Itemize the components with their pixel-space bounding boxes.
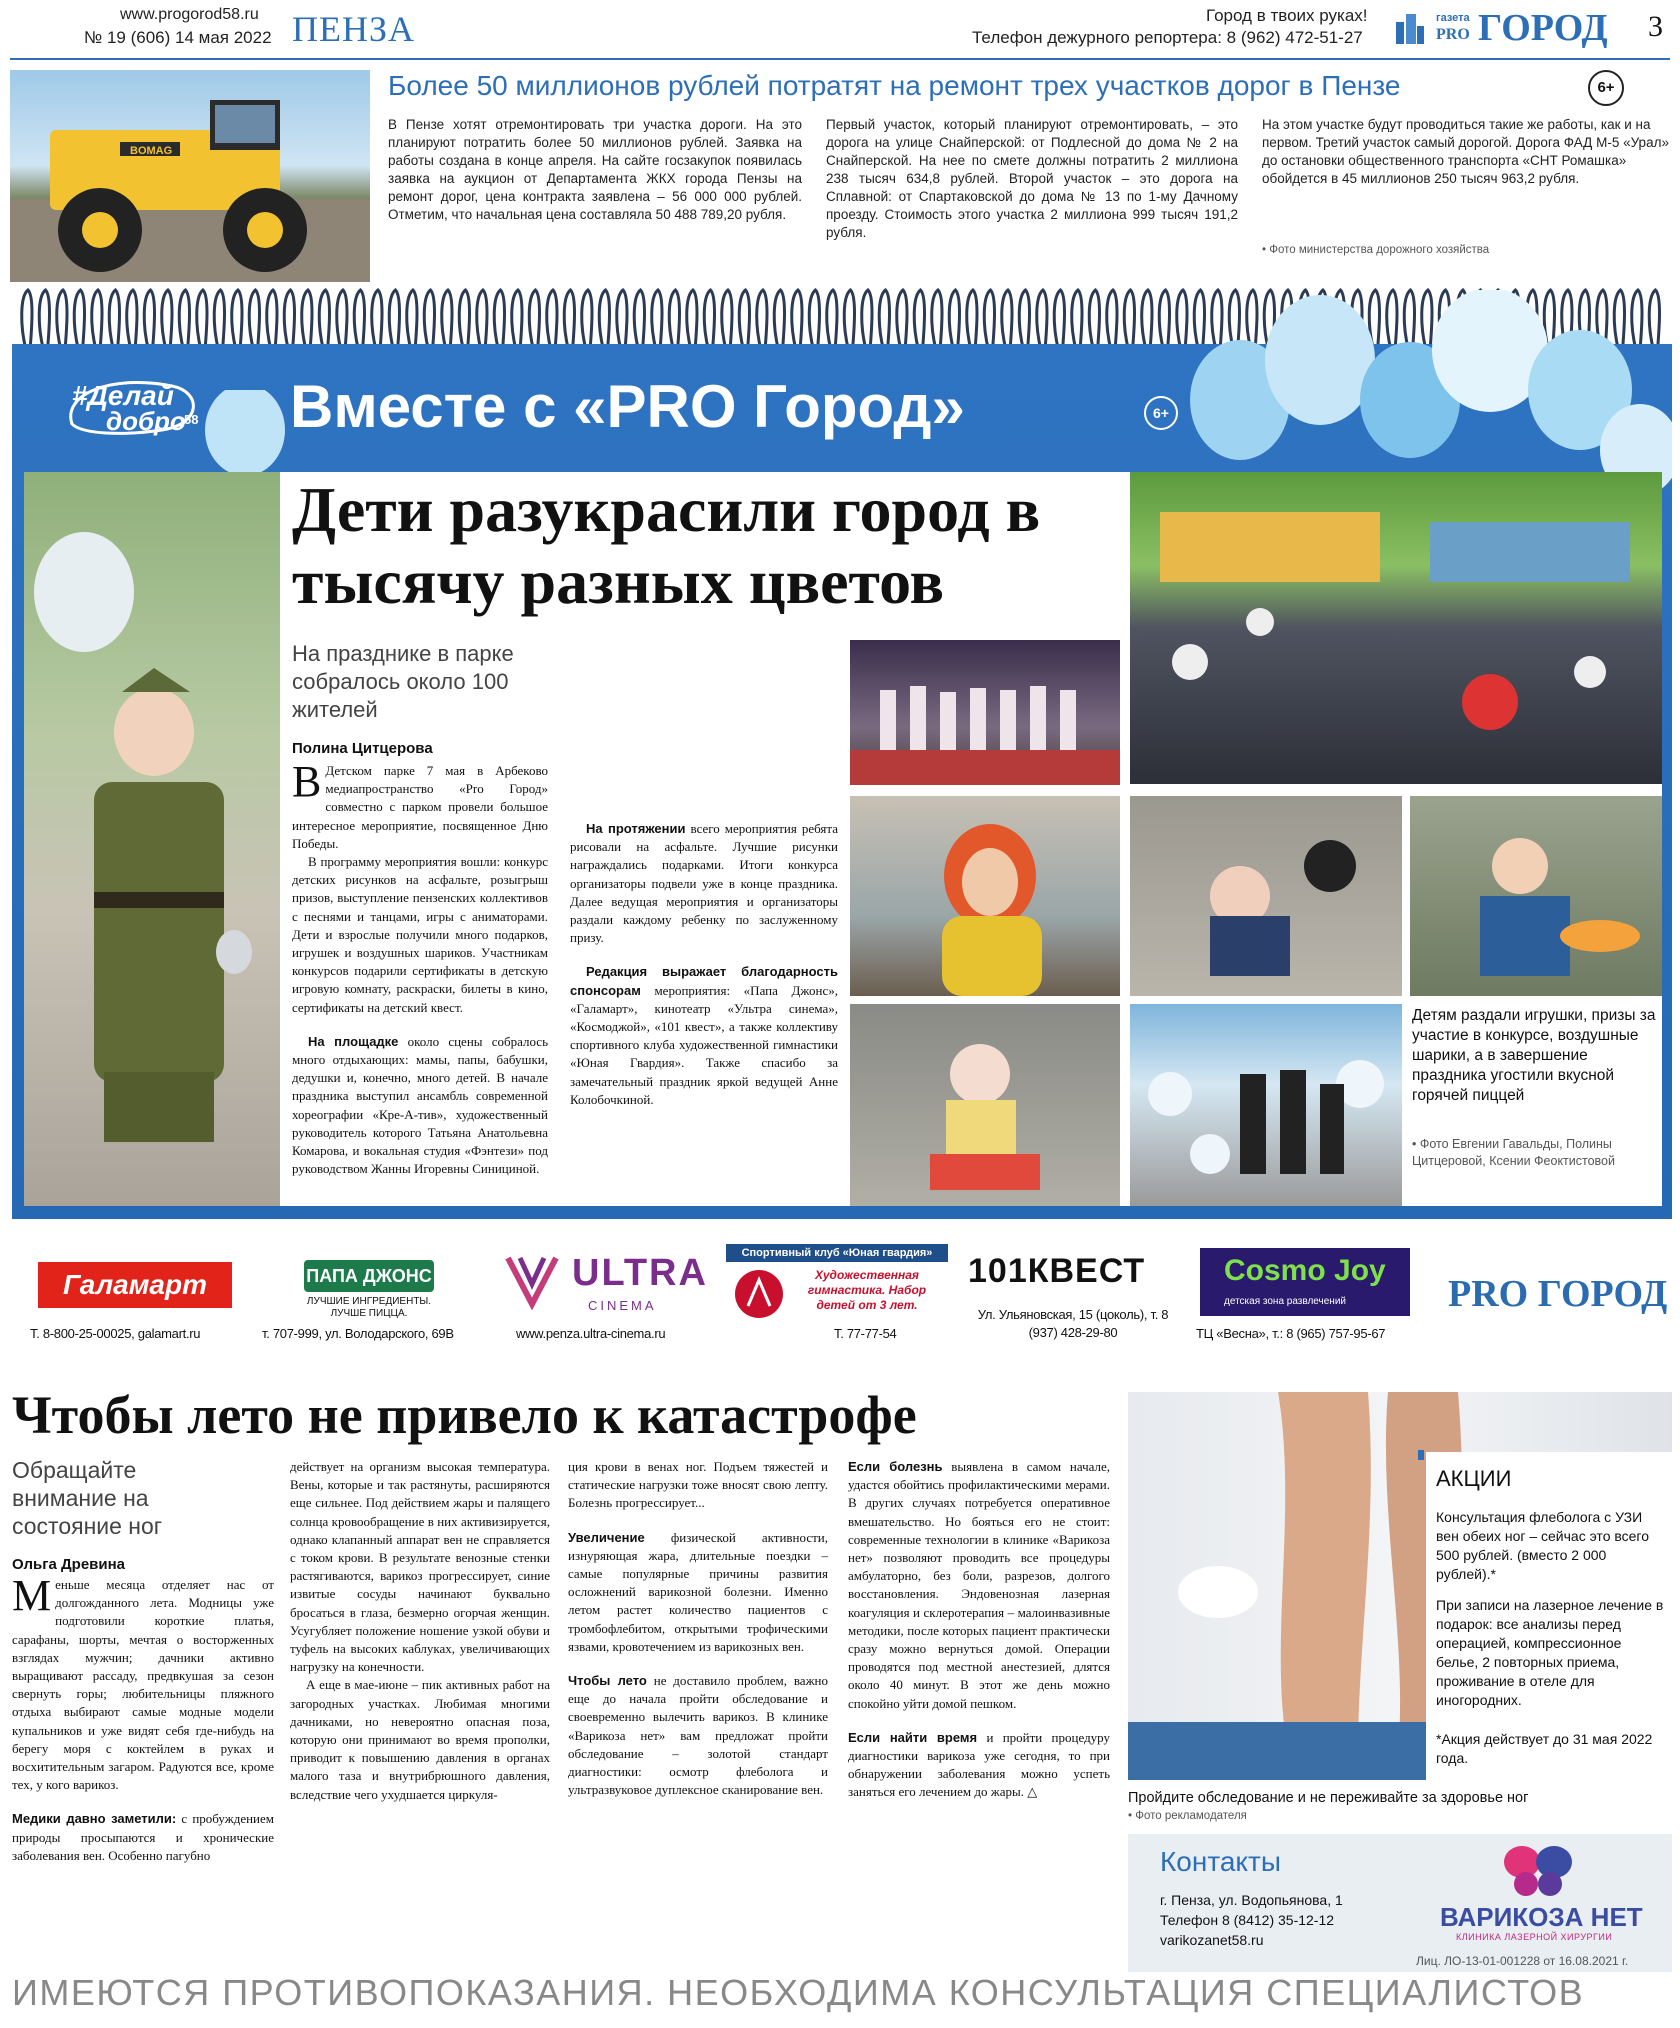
article2-dropcap: М: [12, 1571, 52, 1620]
feature-col1-p1: Детском парке 7 мая в Арбеково медиапространство «Pro Город» совместно с парком провели большое интересное мероприятие, посвященное Дню Победы.: [292, 763, 548, 851]
spiral-ring: [1002, 290, 1012, 350]
spiral-ring: [39, 290, 49, 350]
article2-c4-p1-lead: Если болезнь: [848, 1459, 943, 1474]
article2-c4-p2-lead: Если найти время: [848, 1729, 978, 1745]
article2-c4-p1: выявлена в самом начале, удастся обойтись профилактическими мерами. В других случаях потребуется оперативное вмешательство. Но бояться его не стоит: современные технологии в клинике «Варикоза нет» позволяют проводить все процедуры амбулаторно, без боли, разрезов, долгого восстановления. Эндовенозная лазерная коагуляция и склеротерапия – малоинвазивные методики, после которых пациент практически сразу можно вернуться домой. Операции проводятся под местной анестезией, длятся около 40 минут. В этот же день можно спокойно уйти домой пешком.: [848, 1459, 1110, 1711]
feature-col2-p1-lead: На протяжении: [586, 821, 686, 836]
logo-main: ГОРОД: [1478, 7, 1608, 49]
top-news-title[interactable]: Более 50 миллионов рублей потратят на ремонт трех участков дорог в Пензе: [388, 70, 1401, 101]
article2-c1-p1: еньше месяца отделяет нас от долгожданного лета. Модницы уже подготовили короткие платья, сарафаны, шорты, мечтая о восторженных взглядах мужчин; дачники активно выращивают рассаду, предвкушая за сезон свернуть горы; любительницы пляжного отдыха выбирают самые модные модели купальников и уже видят себя где-нибудь на берегу моря с коктейлем в руках и восхитительным загаром. Радуются все, кроме тех, у кого варикоз.: [12, 1577, 274, 1793]
article2-c3-p2-lead: Увеличение: [568, 1529, 645, 1545]
top-news-col1: В Пензе хотят отремонтировать три участка дороги. На это планируют потратить более 50 миллионов рублей. Заявка на работы создана в конце апреля. На сайте госзакупок появилась заявка на аукцион от Департамента ЖКХ города Пензы на ремонт дорог, цена контракта заявлена – 56 000 000 рублей. Отметим, что начальная цена составляла 50 488 789,20 рубля.: [388, 117, 802, 222]
dancers-photo: [850, 640, 1120, 785]
girl-photo: [24, 472, 280, 1206]
promo-text-2: При записи на лазерное лечение в подарок: все анализы перед операцией, компрессионное белье, 2 повторных приема, проживание в отеле для иногородних.: [1436, 1597, 1664, 1708]
feature-photo-caption: Детям раздали игрушки, призы за участие в конкурсе, воздушные шарики, а в завершение праздника угостили вкусной горячей пиццей: [1412, 1007, 1656, 1104]
sponsors-row: [24, 1244, 1668, 1354]
spiral-ring: [267, 290, 277, 350]
group-photo: [1130, 1004, 1402, 1206]
sponsor-cosmojoy-info: ТЦ «Весна», т.: 8 (965) 757-95-67: [1196, 1326, 1386, 1341]
spiral-ring: [827, 290, 837, 350]
issue-number: № 19 (606) 14 мая 2022: [84, 28, 272, 47]
logo-pro: PRO: [1436, 26, 1470, 43]
spiral-ring: [337, 290, 347, 350]
spiral-ring: [319, 290, 329, 350]
spiral-ring: [232, 290, 242, 350]
feature-author: Полина Цитцерова: [292, 740, 433, 757]
badge-main: добро: [106, 406, 186, 436]
page-number: 3: [1648, 10, 1663, 43]
spiral-ring: [284, 290, 294, 350]
spiral-ring: [57, 290, 67, 350]
spiral-ring: [197, 290, 207, 350]
sponsor-gvardiya-sub: Художественная гимнастика. Набор детей от 3 лет.: [807, 1268, 927, 1312]
article2-c3-p3: не доставило проблем, важно еще до начала пройти обследование и своевременно вылечить варикоз. В клинике «Варикоза нет» вам предложат пройти обследование – золотой стандарт диагностики: осмотр флеболога и ультразвуковое дуплексное сканирование вен.: [568, 1673, 829, 1798]
top-news-photo-credit: • Фото министерства дорожного хозяйства: [1262, 244, 1490, 256]
sponsor-ultra-info: www.penza.ultra-cinema.ru: [516, 1326, 666, 1341]
sponsor-progorod-logo: PRO ГОРОД: [1448, 1273, 1668, 1315]
spiral-ring: [109, 290, 119, 350]
spiral-ring: [844, 290, 854, 350]
sponsor-101kvest-info: Ул. Ульяновская, 15 (цоколь), т. 8 (937) 428-29-80: [977, 1307, 1169, 1340]
contacts-site[interactable]: varikozanet58.ru: [1160, 1932, 1264, 1948]
road-machine-illustration: [10, 70, 370, 282]
spiral-ring: [424, 290, 434, 350]
spiral-ring: [757, 290, 767, 350]
feature-subhead: На празднике в парке собралось около 100 жителей: [292, 641, 514, 722]
clinic-name: ВАРИКОЗА НЕТ: [1440, 1902, 1643, 1932]
spiral-ring: [967, 290, 977, 350]
sponsor-galamart-info: Т. 8-800-25-00025, galamart.ru: [30, 1326, 201, 1341]
header-logo[interactable]: [1392, 6, 1642, 52]
crowd-photo: [1130, 472, 1662, 784]
sponsor-101kvest-logo: 101КВЕСТ: [968, 1252, 1146, 1290]
pizza-illustration: [1410, 796, 1662, 996]
butterfly-logo-icon: [1498, 1840, 1578, 1900]
spiral-ring: [407, 290, 417, 350]
pizza-photo: [1410, 796, 1662, 996]
spiral-ring: [687, 290, 697, 350]
article2-col1: [12, 1571, 274, 1865]
spiral-ring: [214, 290, 224, 350]
spiral-ring: [1142, 290, 1152, 350]
sponsor-gvardiya[interactable]: [726, 1244, 948, 1350]
crowd-illustration: [1130, 472, 1662, 784]
road-machine-photo: [10, 70, 370, 282]
sponsor-papajohns-sub: ЛУЧШИЕ ИНГРЕДИЕНТЫ. ЛУЧШЕ ПИЦЦА.: [306, 1296, 432, 1319]
sponsor-ultra[interactable]: [492, 1244, 714, 1350]
sponsor-galamart[interactable]: [24, 1244, 246, 1350]
spiral-ring: [442, 290, 452, 350]
article2-c4-p2: и пройти процедуру диагностики варикоза уже сегодня, то при обнаружении заболевания можно успеть заняться его лечением до жары.: [848, 1729, 1111, 1800]
spiral-ring: [897, 290, 907, 350]
sponsor-cosmojoy-logo: Cosmo Joy: [1224, 1254, 1386, 1287]
legs-photo-credit: • Фото рекламодателя: [1128, 1810, 1247, 1822]
header-rule: [10, 58, 1670, 60]
spiral-ring: [739, 290, 749, 350]
girl-illustration: [24, 472, 280, 1206]
promo-marker: [1418, 1450, 1424, 1460]
drawing-photo-1: [1130, 796, 1402, 996]
spiral-ring: [862, 290, 872, 350]
license: Лиц. ЛО-13-01-001228 от 16.08.2021 г.: [1416, 1954, 1629, 1968]
article2-c2-p2: А еще в мае-июне – пик активных работ на загородных участках. Любимая многими дачниками, но невероятно опасная поза, которую они принимают во время прополки, приводит к повышению давления в органах малого таза и внутрибрюшного давления, вследствие чего ухудшается циркуля-: [290, 1677, 550, 1802]
promo-text-1: Консультация флеболога с УЗИ вен обеих ног – сейчас это всего 500 рублей. (вместо 2 000 рублей).*: [1436, 1509, 1650, 1582]
host-photo: [850, 796, 1120, 996]
spiral-ring: [547, 290, 557, 350]
spiral-ring: [582, 290, 592, 350]
spiral-ring: [1037, 290, 1047, 350]
article2-headline: Чтобы лето не привело к катастрофе: [12, 1385, 917, 1445]
feature-col2-p1: всего мероприятия ребята рисовали на асфальте. Лучшие рисунки награждались подарками. Итоги конкурса организаторы подвели уже в конце праздника. Далее ведущая мероприятия и организаторы раздали каждому ребенку по заслуженному призу.: [570, 821, 838, 946]
article2-c3-p3-lead: Чтобы лето: [568, 1673, 647, 1689]
sponsor-progorod[interactable]: [1428, 1244, 1668, 1350]
article2-author: Ольга Древина: [12, 1556, 126, 1573]
spiral-ring: [92, 290, 102, 350]
feature-col1-p3: около сцены собралось много отдыхающих: мамы, папы, бабушки, дедушки и, конечно, много детей. В начале праздника выступил ансамбль современной хореографии «Кре-А-тив», художественный руководитель которого Татьяна Анатольевна Комарова, и вокальная студия «Фэнтези» под руководством Жанны Игоревны Синициной.: [292, 1033, 548, 1177]
spiral-ring: [634, 290, 644, 350]
drawing-illustration-1: [1130, 796, 1402, 996]
spiral-ring: [774, 290, 784, 350]
feature-photo-credit: • Фото Евгении Гавальды, Полины Цитцеровой, Ксении Феоктистовой: [1412, 1137, 1615, 1168]
feature-col1: [292, 757, 548, 1178]
spiral-ring: [179, 290, 189, 350]
sponsor-ultra-logo: ULTRA: [572, 1252, 708, 1294]
gymnast-icon: [732, 1266, 786, 1322]
article2-c1-p2: с пробуждением природы просыпаются и хронические заболевания вен. Особенно пагубно: [12, 1811, 274, 1863]
sponsor-gvardiya-name: Спортивный клуб «Юная гвардия»: [726, 1244, 948, 1262]
spiral-ring: [249, 290, 259, 350]
spiral-ring: [302, 290, 312, 350]
spiral-ring: [354, 290, 364, 350]
balloons-decoration: [1160, 290, 1672, 490]
sponsors-title-text: Спонсоры проекта:: [45, 1220, 211, 1239]
article2-col2: [290, 1458, 550, 1804]
feature-col2-p2-lead: Редакция выражает благодарность спонсорам: [570, 964, 838, 998]
sponsor-papajohns[interactable]: [258, 1244, 480, 1350]
dancers-illustration: [850, 640, 1120, 785]
city-icon: [1392, 8, 1426, 48]
site-url[interactable]: www.progorod58.ru: [120, 6, 259, 23]
spiral-ring: [389, 290, 399, 350]
sponsor-101kvest[interactable]: [960, 1244, 1182, 1350]
article2-c3-p2: физической активности, изнуряющая жара, длительные поездки – самые популярные причины развития осложнений варикозной болезни. Именно летом растет количество пациентов с тромбофлебитом, открытыми трофическими язвами, кровотечением из варикозных вен.: [568, 1529, 828, 1654]
sponsors-title: [28, 1220, 211, 1240]
machine-brand: BOMAG: [130, 145, 173, 157]
spiral-ring: [617, 290, 627, 350]
sponsor-galamart-logo: Галамарт: [38, 1262, 232, 1308]
article2-col4: [848, 1458, 1110, 1802]
feature-dropcap: В: [292, 757, 322, 806]
spiral-ring: [494, 290, 504, 350]
contacts-phone[interactable]: Телефон 8 (8412) 35-12-12: [1160, 1912, 1335, 1928]
spiral-ring: [932, 290, 942, 350]
spiral-ring: [809, 290, 819, 350]
header-slogan: Город в твоих руках!: [1206, 6, 1368, 25]
spiral-ring: [127, 290, 137, 350]
sponsor-papajohns-info: т. 707-999, ул. Володарского, 69В: [262, 1326, 454, 1341]
feature-col2: [570, 804, 838, 1109]
feature-col1-p2: В программу мероприятия вошли: конкурс детских рисунков на асфальте, розыгрыш призов, выступление пензенских коллективов с песнями и танцами, игры с аниматорами. Дети и взрослые получили много подарков, игрушек и воздушных шариков. Участникам конкурсов подарили сертификаты в детскую игровую комнату, раскраски, билеты в кино, сертификаты на детский квест.: [292, 854, 548, 1015]
dobro-badge[interactable]: [52, 374, 212, 438]
contacts-title: Контакты: [1160, 1846, 1281, 1877]
spiral-ring: [792, 290, 802, 350]
sponsor-papajohns-logo: ПАПА ДЖОНС: [304, 1260, 434, 1292]
promo-note: *Акция действует до 31 мая 2022 года.: [1436, 1731, 1653, 1766]
masthead: [0, 0, 1680, 62]
spiral-ring: [372, 290, 382, 350]
disclaimer-footer: ИМЕЮТСЯ ПРОТИВОПОКАЗАНИЯ. НЕОБХОДИМА КОНСУЛЬТАЦИЯ СПЕЦИАЛИСТОВ: [12, 1972, 1585, 2013]
sponsor-ultra-sub: CINEMA: [588, 1298, 657, 1313]
article2-subhead: Обращайте внимание на состояние ног: [12, 1457, 163, 1539]
spiral-ring: [914, 290, 924, 350]
spiral-ring: [669, 290, 679, 350]
toddler-illustration: [850, 1004, 1120, 1206]
group-illustration: [1130, 1004, 1402, 1206]
spiral-ring: [949, 290, 959, 350]
feature-banner-age: 6+: [1144, 396, 1178, 430]
spiral-ring: [564, 290, 574, 350]
top-news-col2: Первый участок, который планируют отремонтировать, – это дорога на улице Снайперской: от Подлесной до дома № 2 на Снайперской. На нее по смете должны потратить 2 миллиона 238 тысяч 634,8 рублей. Второй участок – это дорога на Сплавной: от Спартаковской до дома № 13 по 1-му Дачному проезду. Стоимость этого участка 2 миллиона 999 тысяч 191,2 рубля.: [826, 117, 1238, 240]
spiral-ring: [599, 290, 609, 350]
feature-col1-p3-lead: На площадке: [308, 1033, 399, 1049]
logo-small: газета: [1436, 12, 1470, 24]
article2-c2-p1: действует на организм высокая температура. Вены, которые и так растянуты, расширяются еще сильнее. Под действием жары и палящего солнца кровообращение в них активизируется, однако клапанный аппарат вен не справляется с током крови. В результате венозные стенки растягиваются, варикоз прогрессирует, синие извитые сосуды начинают буквально бросаться в глаза, безмерно огорчая женщин. Усугубляет положение ношение узкой обуви и туфель на высоких каблуках, увеличивающих нагрузку на конечности.: [290, 1459, 550, 1675]
spiral-ring: [1107, 290, 1117, 350]
badge-num: 58: [184, 412, 199, 427]
feature-headline: Дети разукрасили город в тысячу разных цветов: [292, 474, 1041, 617]
spiral-ring: [722, 290, 732, 350]
feature-col2-p2: мероприятия: «Папа Джонс», «Галамарт», кинотеатр «Ультра синема», «Космоджой», «101 квест», а также коллективу спортивного клуба художественной гимнастики «Юная Гвардия». Также спасибо за замечательный праздник яркой ведущей Анне Колобочкиной.: [570, 982, 838, 1107]
spiral-ring: [477, 290, 487, 350]
spiral-ring: [144, 290, 154, 350]
spiral-ring: [22, 290, 32, 350]
spiral-ring: [704, 290, 714, 350]
end-mark: △: [1027, 1784, 1038, 1800]
spiral-ring: [162, 290, 172, 350]
reporter-phone: Телефон дежурного репортера: 8 (962) 472-51-27: [972, 28, 1363, 47]
clinic-sub: КЛИНИКА ЛАЗЕРНОЙ ХИРУРГИИ: [1456, 1932, 1613, 1942]
spiral-ring: [652, 290, 662, 350]
legs-photo-caption: Пройдите обследование и не переживайте за здоровье ног: [1128, 1790, 1529, 1806]
top-news-col3: На этом участке будут проводиться такие же работы, как и на первом. Третий участок самый дорогой. Дорога ФАД М-5 «Урал» до остановки общественного транспорта «СНТ Ромашка» обойдется в 45 миллионов 250 тысяч 963,2 рубля.: [1262, 117, 1669, 186]
ultra-icon: [504, 1254, 560, 1310]
article2-c1-p2-lead: Медики давно заметили:: [12, 1811, 177, 1827]
spiral-ring: [984, 290, 994, 350]
spiral-ring: [74, 290, 84, 350]
promo-title: АКЦИИ: [1436, 1466, 1512, 1491]
top-news-age: 6+: [1588, 70, 1624, 106]
spiral-ring: [1054, 290, 1064, 350]
sponsor-cosmojoy[interactable]: [1194, 1244, 1416, 1350]
toddler-photo: [850, 1004, 1120, 1206]
host-illustration: [850, 796, 1120, 996]
article2-col3: [568, 1458, 828, 1799]
badge-hash: #Делай: [72, 380, 174, 411]
spiral-ring: [1089, 290, 1099, 350]
contacts-address: г. Пенза, ул. Водопьянова, 1: [1160, 1892, 1343, 1908]
spiral-ring: [879, 290, 889, 350]
triangle-icon: ▼: [28, 1224, 40, 1238]
sponsor-gvardiya-info: Т. 77-77-54: [834, 1326, 897, 1341]
sponsor-cosmojoy-sub: детская зона развлечений: [1224, 1296, 1346, 1307]
spiral-ring: [512, 290, 522, 350]
spiral-ring: [1124, 290, 1134, 350]
article2-c3-p1: ция крови в венах ног. Подъем тяжестей и статические нагрузки тоже вносят свою лепту. Болезнь прогрессирует...: [568, 1459, 828, 1511]
feature-banner: Вместе с «PRO Город»: [290, 373, 965, 440]
spiral-ring: [1019, 290, 1029, 350]
city-name: ПЕНЗА: [292, 9, 416, 49]
spiral-ring: [1072, 290, 1082, 350]
spiral-ring: [459, 290, 469, 350]
spiral-ring: [529, 290, 539, 350]
